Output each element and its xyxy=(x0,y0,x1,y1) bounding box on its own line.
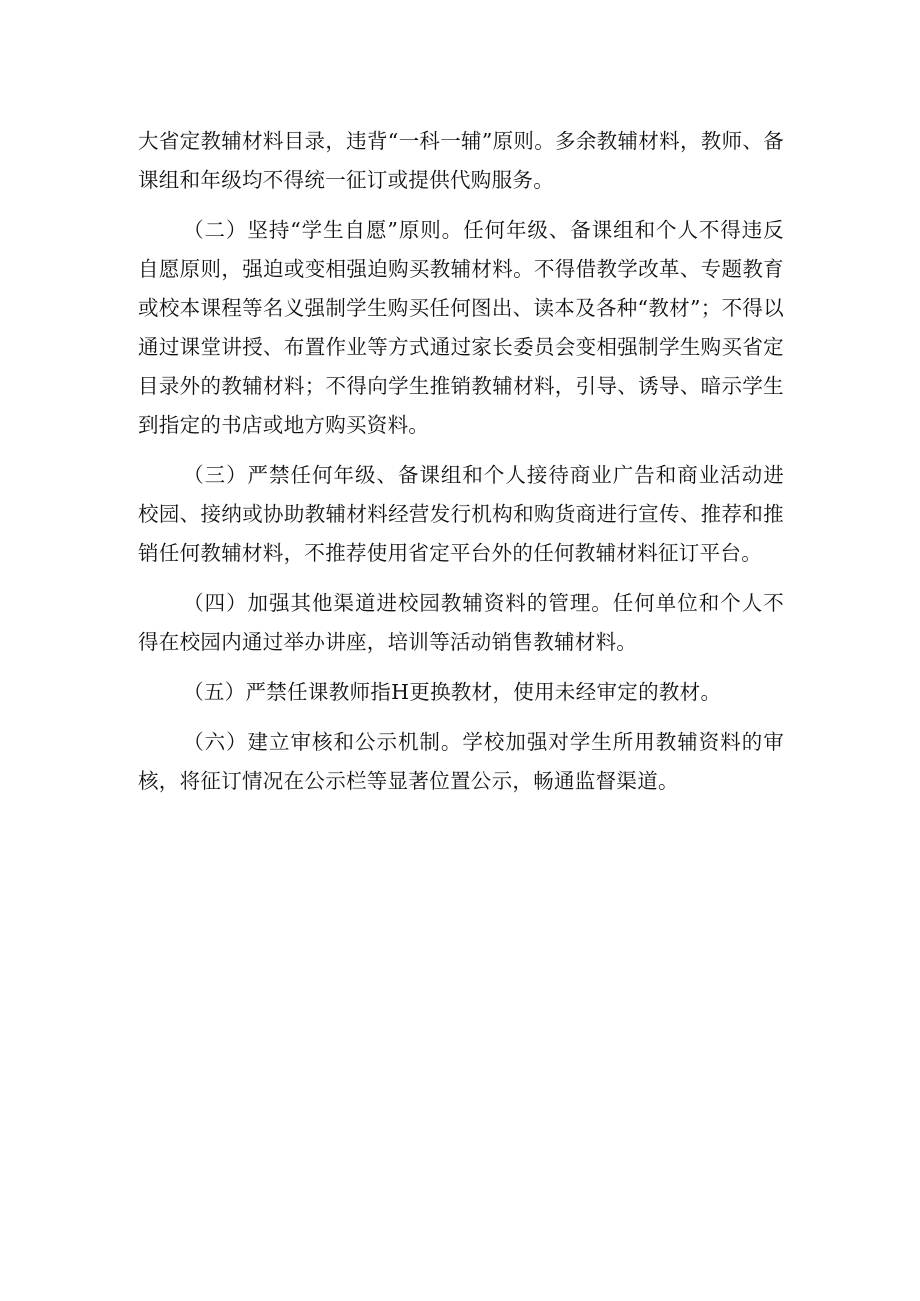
paragraph-item-4: （四）加强其他渠道进校园教辅资料的管理。任何单位和个人不得在校园内通过举办讲座，培训等活动销售教辅材料。 xyxy=(138,591,784,654)
paragraph-item-3: （三）严禁任何年级、备课组和个人接待商业广告和商业活动进校园、接纳或协助教辅材料经营发行机构和购货商进行宣传、推荐和推销任何教辅材料，不推荐使用省定平台外的任何教辅材料征订平台。 xyxy=(138,463,784,565)
paragraph-item-2: （二）坚持“学生自愿”原则。任何年级、备课组和个人不得违反自愿原则，强迫或变相强迫购买教辅材料。不得借教学改革、专题教育或校本课程等名义强制学生购买任何图出、读本及各种“教材”；不得以通过课堂讲授、布置作业等方式通过家长委员会变相强制学生购买省定目录外的教辅材料；不得向学生推销教辅材料，引导、诱导、暗示学生到指定的书店或地方购买资料。 xyxy=(138,218,784,437)
paragraph-item-6: （六）建立审核和公示机制。学校加强对学生所用教辅资料的审核，将征订情况在公示栏等显著位置公示，畅通监督渠道。 xyxy=(138,730,784,793)
document-body xyxy=(138,122,784,812)
paragraph-continuation: 大省定教辅材料目录，违背“一科一辅”原则。多余教辅材料，教师、备课组和年级均不得统一征订或提供代购服务。 xyxy=(138,129,784,192)
paragraph-item-5: （五）严禁任课教师指H更换教材，使用未经审定的教材。 xyxy=(183,680,722,704)
